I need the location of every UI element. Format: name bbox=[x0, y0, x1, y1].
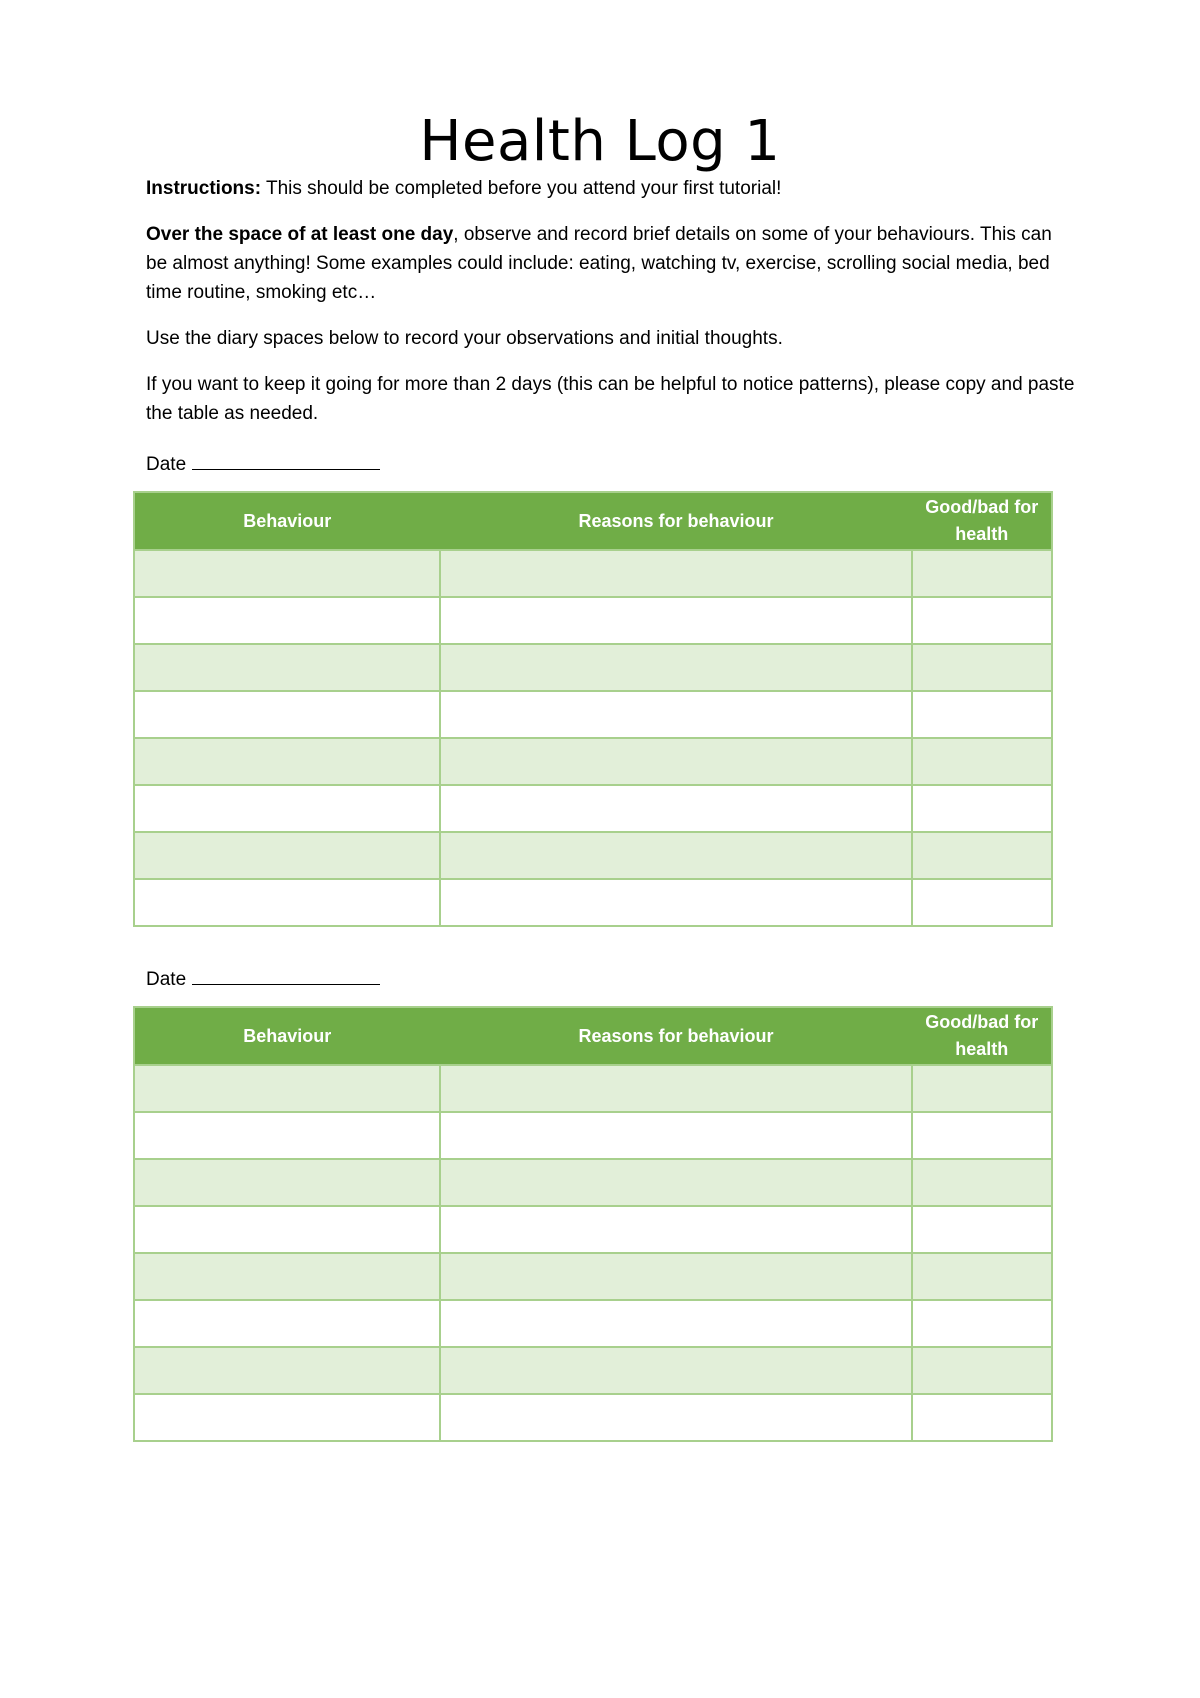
table-row bbox=[134, 691, 1052, 738]
table-row bbox=[134, 1159, 1052, 1206]
header-reasons: Reasons for behaviour bbox=[440, 492, 912, 550]
behaviour-cell[interactable] bbox=[134, 1065, 440, 1112]
reasons-cell[interactable] bbox=[440, 1112, 912, 1159]
header-reasons: Reasons for behaviour bbox=[440, 1007, 912, 1065]
table-row bbox=[134, 1206, 1052, 1253]
date-line-2 bbox=[146, 964, 380, 994]
reasons-cell[interactable] bbox=[440, 1206, 912, 1253]
good-bad-cell[interactable] bbox=[912, 879, 1052, 926]
reasons-cell[interactable] bbox=[440, 785, 912, 832]
reasons-cell[interactable] bbox=[440, 1347, 912, 1394]
table-row bbox=[134, 879, 1052, 926]
good-bad-cell[interactable] bbox=[912, 832, 1052, 879]
table-row bbox=[134, 1394, 1052, 1441]
date-input-1[interactable] bbox=[192, 449, 380, 470]
page-title: Health Log 1 bbox=[419, 108, 781, 174]
header-behaviour: Behaviour bbox=[134, 492, 440, 550]
reasons-cell[interactable] bbox=[440, 691, 912, 738]
reasons-cell[interactable] bbox=[440, 597, 912, 644]
instructions-paragraph bbox=[146, 174, 1076, 203]
good-bad-cell[interactable] bbox=[912, 550, 1052, 597]
reasons-cell[interactable] bbox=[440, 1394, 912, 1441]
table-row bbox=[134, 550, 1052, 597]
behaviour-cell[interactable] bbox=[134, 691, 440, 738]
good-bad-cell[interactable] bbox=[912, 597, 1052, 644]
good-bad-cell[interactable] bbox=[912, 1112, 1052, 1159]
behaviour-cell[interactable] bbox=[134, 550, 440, 597]
reasons-cell[interactable] bbox=[440, 1065, 912, 1112]
reasons-cell[interactable] bbox=[440, 1159, 912, 1206]
instructions-section bbox=[146, 174, 1076, 445]
behaviour-cell[interactable] bbox=[134, 1253, 440, 1300]
behaviour-cell[interactable] bbox=[134, 597, 440, 644]
date-line-1 bbox=[146, 449, 380, 479]
table-row bbox=[134, 1347, 1052, 1394]
behaviour-cell[interactable] bbox=[134, 1159, 440, 1206]
copy-note: If you want to keep it going for more than 2 days (this can be helpful to notice patterns), please copy and paste the table as needed. bbox=[146, 374, 1075, 424]
reasons-cell[interactable] bbox=[440, 832, 912, 879]
reasons-cell[interactable] bbox=[440, 1300, 912, 1347]
table-row bbox=[134, 644, 1052, 691]
reasons-cell[interactable] bbox=[440, 644, 912, 691]
table-header-row bbox=[134, 1007, 1052, 1065]
reasons-cell[interactable] bbox=[440, 738, 912, 785]
reasons-cell[interactable] bbox=[440, 550, 912, 597]
date-input-2[interactable] bbox=[192, 964, 380, 985]
good-bad-cell[interactable] bbox=[912, 691, 1052, 738]
good-bad-cell[interactable] bbox=[912, 1253, 1052, 1300]
date-label: Date bbox=[146, 969, 187, 990]
behaviour-cell[interactable] bbox=[134, 1112, 440, 1159]
behaviour-cell[interactable] bbox=[134, 879, 440, 926]
behaviour-cell[interactable] bbox=[134, 1394, 440, 1441]
diary-note: Use the diary spaces below to record your observations and initial thoughts. bbox=[146, 328, 783, 349]
reasons-cell[interactable] bbox=[440, 1253, 912, 1300]
good-bad-cell[interactable] bbox=[912, 1394, 1052, 1441]
good-bad-cell[interactable] bbox=[912, 1065, 1052, 1112]
log-table-1 bbox=[133, 491, 1053, 927]
behaviour-cell[interactable] bbox=[134, 832, 440, 879]
table-row bbox=[134, 1253, 1052, 1300]
header-good-bad: Good/bad for health bbox=[912, 492, 1052, 550]
table-row bbox=[134, 1112, 1052, 1159]
table-row bbox=[134, 1065, 1052, 1112]
observe-bold-text: Over the space of at least one day bbox=[146, 224, 454, 245]
good-bad-cell[interactable] bbox=[912, 1159, 1052, 1206]
good-bad-cell[interactable] bbox=[912, 644, 1052, 691]
header-behaviour: Behaviour bbox=[134, 1007, 440, 1065]
good-bad-cell[interactable] bbox=[912, 1347, 1052, 1394]
table-row bbox=[134, 1300, 1052, 1347]
behaviour-cell[interactable] bbox=[134, 644, 440, 691]
good-bad-cell[interactable] bbox=[912, 785, 1052, 832]
table-row bbox=[134, 597, 1052, 644]
good-bad-cell[interactable] bbox=[912, 1206, 1052, 1253]
behaviour-cell[interactable] bbox=[134, 1347, 440, 1394]
good-bad-cell[interactable] bbox=[912, 1300, 1052, 1347]
instructions-label: Instructions: bbox=[146, 178, 262, 199]
date-label: Date bbox=[146, 454, 187, 475]
behaviour-cell[interactable] bbox=[134, 1300, 440, 1347]
table-header-row bbox=[134, 492, 1052, 550]
log-table-2 bbox=[133, 1006, 1053, 1442]
reasons-cell[interactable] bbox=[440, 879, 912, 926]
table-row bbox=[134, 785, 1052, 832]
behaviour-cell[interactable] bbox=[134, 1206, 440, 1253]
table-row bbox=[134, 738, 1052, 785]
header-good-bad: Good/bad for health bbox=[912, 1007, 1052, 1065]
behaviour-cell[interactable] bbox=[134, 738, 440, 785]
behaviour-cell[interactable] bbox=[134, 785, 440, 832]
observe-text: , observe and record brief details on some of your behaviours. This can be almost anything! Some examples could include: eating, watching tv, exercise, scrolling social media, bed time routine, smoking etc… bbox=[146, 224, 1052, 303]
table-row bbox=[134, 832, 1052, 879]
good-bad-cell[interactable] bbox=[912, 738, 1052, 785]
observe-paragraph bbox=[146, 220, 1076, 307]
instructions-text: This should be completed before you attend your first tutorial! bbox=[261, 178, 782, 199]
